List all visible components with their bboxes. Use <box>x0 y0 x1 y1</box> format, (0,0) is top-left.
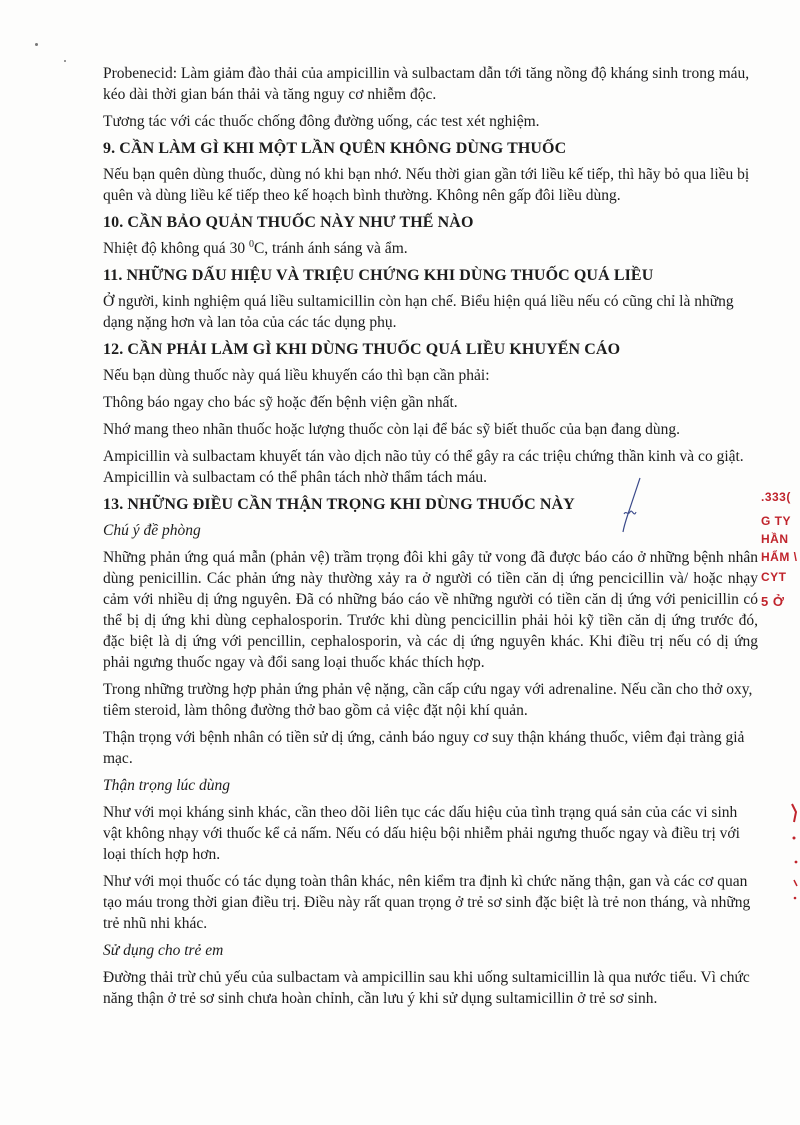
heading-section-12: 12. CẦN PHẢI LÀM GÌ KHI DÙNG THUỐC QUÁ LIỀU KHUYẾN CÁO <box>103 341 621 358</box>
paragraph-anaphylaxis: Trong những trường hợp phản ứng phản vệ nặng, cần cấp cứu ngay với adrenaline. Nếu cần cho thở oxy, tiêm steroid, làm thông đường thở bao gồm cả việc đặt nội khí quản. <box>103 681 753 719</box>
paragraph-superinfection: Như với mọi kháng sinh khác, cần theo dõi liên tục các dấu hiệu của tình trạng quá sản của các vi sinh vật không nhạy với thuốc kể cả nấm. Nếu có dấu hiệu bội nhiễm phải ngưng thuốc ngay và điều trị với loại thích hợp hơn. <box>103 804 740 863</box>
scan-speck <box>64 60 66 62</box>
storage-text-after: C, tránh ánh sáng và ẩm. <box>253 240 408 257</box>
paragraph-notify-doctor: Thông báo ngay cho bác sỹ hoặc đến bệnh viện gần nhất. <box>103 394 458 411</box>
stamp-line: 5 Ở <box>761 594 785 609</box>
subheading-caution-use: Thận trọng lúc dùng <box>103 777 231 794</box>
paragraph-bring-label: Nhớ mang theo nhãn thuốc hoặc lượng thuốc còn lại để bác sỹ biết thuốc của bạn đang dùng. <box>103 421 681 438</box>
heading-section-13: 13. NHỮNG ĐIỀU CẦN THẬN TRỌNG KHI DÙNG THUỐC NÀY <box>103 496 575 513</box>
stamp-line: CYT <box>761 570 787 584</box>
paragraph-storage <box>103 238 758 259</box>
paragraph-pediatric-excretion: Đường thải trừ chủ yếu của sulbactam và ampicillin sau khi uống sultamicillin là qua nước tiểu. Vì chức năng thận ở trẻ sơ sinh chưa hoàn chỉnh, cần lưu ý khi sử dụng sultamicillin ở trẻ sơ sinh. <box>103 969 750 1007</box>
stamp-line: G TY <box>761 514 792 528</box>
paragraph-organ-monitoring: Như với mọi thuốc có tác dụng toàn thân khác, nên kiểm tra định kì chức năng thận, gan và các cơ quan tạo máu trong thời gian điều trị. Điều này rất quan trọng ở trẻ sơ sinh đặc biệt là trẻ non tháng, và những trẻ nhũ nhi khác. <box>103 873 751 932</box>
subheading-precautions: Chú ý đề phòng <box>103 522 201 539</box>
paragraph-allergy-history: Thận trọng với bệnh nhân có tiền sử dị ứng, cảnh báo nguy cơ suy thận kháng thuốc, viêm đại tràng giả mạc. <box>103 729 745 767</box>
red-stamp-edge-marks <box>770 800 800 910</box>
heading-section-11: 11. NHỮNG DẤU HIỆU VÀ TRIỆU CHỨNG KHI DÙNG THUỐC QUÁ LIỀU <box>103 267 654 284</box>
heading-section-10: 10. CẦN BẢO QUẢN THUỐC NÀY NHƯ THẾ NÀO <box>103 214 474 231</box>
stamp-line: .333( <box>761 490 791 504</box>
paragraph-hypersensitivity: Những phản ứng quá mẫn (phản vệ) trầm trọng đôi khi gây tử vong đã được báo cáo ở những bệnh nhân dùng penicillin. Các phản ứng này thường xảy ra ở người có tiền căn dị ứng pencicillin và/ hoặc nhạy cảm với nhiều dị ứng nguyên. Đã có những báo cáo về những người có tiền căn dị ứng với penicillin có thể bị dị ứng khi dùng cephalosporin. Trước khi dùng pencicillin phải hỏi kỹ tiền căn dị ứng trước đó, đặc biệt là dị ứng với pencillin, cephalosporin, và các dị ứng nguyên khác. Khi điều trị nếu có dị ứng phải ngưng thuốc ngay và đổi sang loại thuốc khác thích hợp. <box>103 549 758 671</box>
paragraph-overdose-intro: Nếu bạn dùng thuốc này quá liều khuyến cáo thì bạn cần phải: <box>103 367 490 384</box>
paragraph-probenecid: Probenecid: Làm giảm đào thải của ampicillin và sulbactam dẫn tới tăng nồng độ kháng sinh trong máu, kéo dài thời gian bán thải và tăng nguy cơ nhiễm độc. <box>103 65 750 103</box>
storage-degree-sup: 0 <box>248 238 254 250</box>
red-company-stamp <box>758 488 800 618</box>
paragraph-missed-dose: Nếu bạn quên dùng thuốc, dùng nó khi bạn nhớ. Nếu thời gian gần tới liều kế tiếp, thì hãy bỏ qua liều bị quên và dùng liều kế tiếp theo kế hoạch bình thường. Không nên gấp đôi liều dùng. <box>103 166 750 204</box>
storage-text-before: Nhiệt độ không quá 30 <box>103 240 249 257</box>
paragraph-overdose-signs: Ở người, kinh nghiệm quá liều sultamicillin còn hạn chế. Biểu hiện quá liều nếu có cũng chỉ là những dạng nặng hơn và lan tỏa của các tác dụng phụ. <box>103 293 734 331</box>
scan-speck <box>35 43 38 46</box>
stamp-line: HẦN <box>761 532 789 546</box>
subheading-pediatric: Sử dụng cho trẻ em <box>103 942 224 959</box>
stamp-line: HẨM \ <box>761 550 798 564</box>
handwritten-signature <box>610 470 660 540</box>
paragraph-csf-diffusion: Ampicillin và sulbactam khuyết tán vào dịch não tủy có thể gây ra các triệu chứng thần kinh và co giật. Ampicillin và sulbactam có thể phân tách nhờ thẩm tách máu. <box>103 448 744 486</box>
paragraph-interactions: Tương tác với các thuốc chống đông đường uống, các test xét nghiệm. <box>103 113 540 130</box>
heading-section-9: 9. CẦN LÀM GÌ KHI MỘT LẦN QUÊN KHÔNG DÙNG THUỐC <box>103 140 567 157</box>
